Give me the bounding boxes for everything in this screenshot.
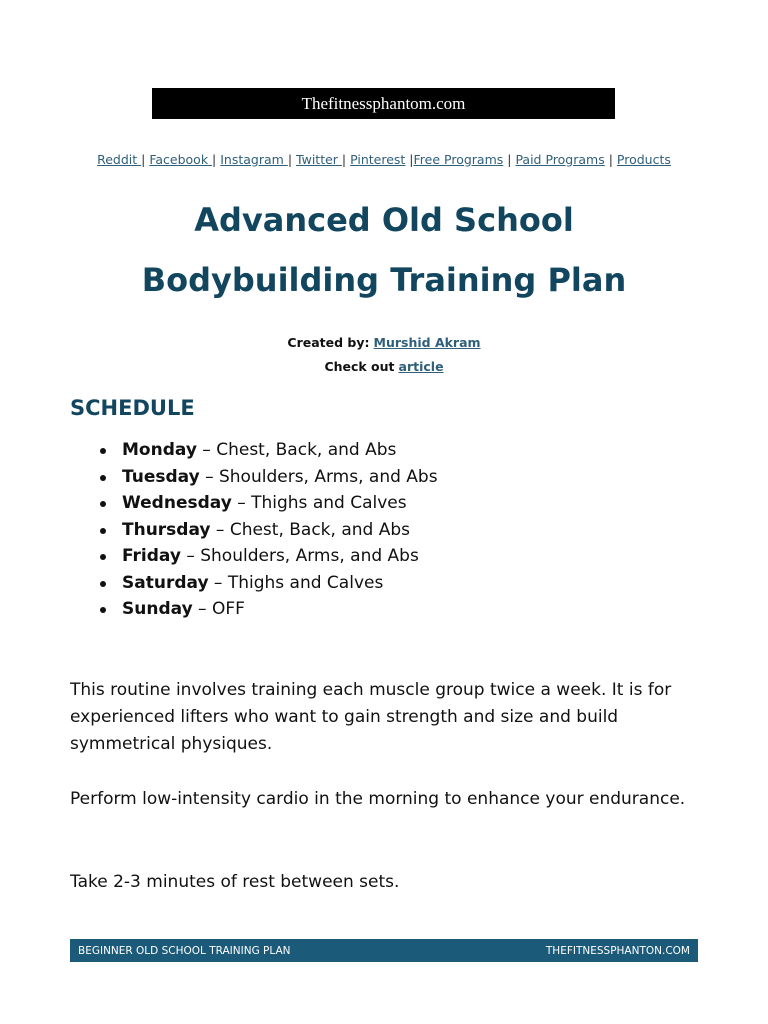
- link-instagram[interactable]: Instagram: [220, 152, 288, 167]
- link-twitter[interactable]: Twitter: [296, 152, 342, 167]
- title-line-1: Advanced Old School: [194, 201, 574, 239]
- list-item: [70, 543, 438, 570]
- bullet-icon: [100, 554, 106, 560]
- schedule-day: Sunday: [122, 599, 193, 619]
- schedule-day: Tuesday: [122, 466, 200, 487]
- link-reddit[interactable]: Reddit: [97, 152, 142, 167]
- list-item: [70, 464, 438, 491]
- author-info: [0, 331, 768, 379]
- check-out-label: Check out: [324, 359, 395, 374]
- schedule-desc: – Shoulders, Arms, and Abs: [199, 466, 438, 487]
- link-free-programs[interactable]: Free Programs: [413, 152, 504, 167]
- title-line-2: Bodybuilding Training Plan: [141, 261, 627, 299]
- link-paid-programs[interactable]: Paid Programs: [515, 152, 605, 167]
- bullet-icon: [100, 448, 106, 454]
- schedule-day: Monday: [122, 440, 197, 460]
- list-item: [70, 596, 438, 623]
- site-banner: [152, 88, 615, 119]
- cardio-paragraph: Perform low-intensity cardio in the morning to enhance your endurance.: [70, 789, 686, 809]
- schedule-desc: – Chest, Back, and Abs: [210, 519, 410, 540]
- schedule-list: [70, 437, 438, 623]
- bullet-icon: [100, 581, 106, 587]
- schedule-day: Thursday: [122, 519, 211, 540]
- page-footer: [70, 939, 698, 962]
- link-facebook[interactable]: Facebook: [149, 152, 213, 167]
- list-item: [70, 490, 438, 517]
- article-link[interactable]: article: [398, 359, 444, 374]
- schedule-desc: – OFF: [192, 599, 245, 619]
- bullet-icon: [100, 528, 106, 534]
- author-link[interactable]: Murshid Akram: [373, 335, 481, 350]
- schedule-desc: – Shoulders, Arms, and Abs: [180, 546, 419, 566]
- link-products[interactable]: Products: [616, 152, 671, 167]
- schedule-desc: – Thighs and Calves: [208, 572, 384, 593]
- footer-right-text: THEFITNESSPHANTON.COM: [545, 944, 690, 957]
- schedule-day: Friday: [122, 546, 181, 566]
- bullet-icon: [100, 607, 106, 613]
- page-title: [0, 190, 768, 310]
- banner-text: Thefitnessphantom.com: [301, 93, 466, 113]
- schedule-desc: – Thighs and Calves: [231, 493, 407, 513]
- link-pinterest[interactable]: Pinterest: [350, 152, 406, 167]
- footer-left-text: BEGINNER OLD SCHOOL TRAINING PLAN: [78, 944, 291, 957]
- schedule-heading: SCHEDULE: [70, 396, 195, 420]
- created-by-label: Created by:: [287, 335, 370, 350]
- created-by-row: [0, 331, 768, 355]
- bullet-icon: [100, 501, 106, 507]
- list-item: [70, 437, 438, 464]
- schedule-day: Wednesday: [122, 493, 232, 513]
- bullet-icon: [100, 475, 106, 481]
- intro-paragraph: This routine involves training each muscle group twice a week. It is for experienced lifters who want to gain strength and size and build symmetrical physiques.: [70, 680, 672, 754]
- list-item: [70, 570, 438, 597]
- social-links-bar: Reddit | Facebook | Instagram | Twitter | Pinterest |Free Programs | Paid Programs | Products: [97, 152, 671, 167]
- check-out-row: [0, 355, 768, 379]
- rest-paragraph: Take 2-3 minutes of rest between sets.: [70, 872, 400, 892]
- list-item: [70, 517, 438, 544]
- schedule-desc: – Chest, Back, and Abs: [196, 440, 397, 460]
- schedule-day: Saturday: [122, 572, 209, 593]
